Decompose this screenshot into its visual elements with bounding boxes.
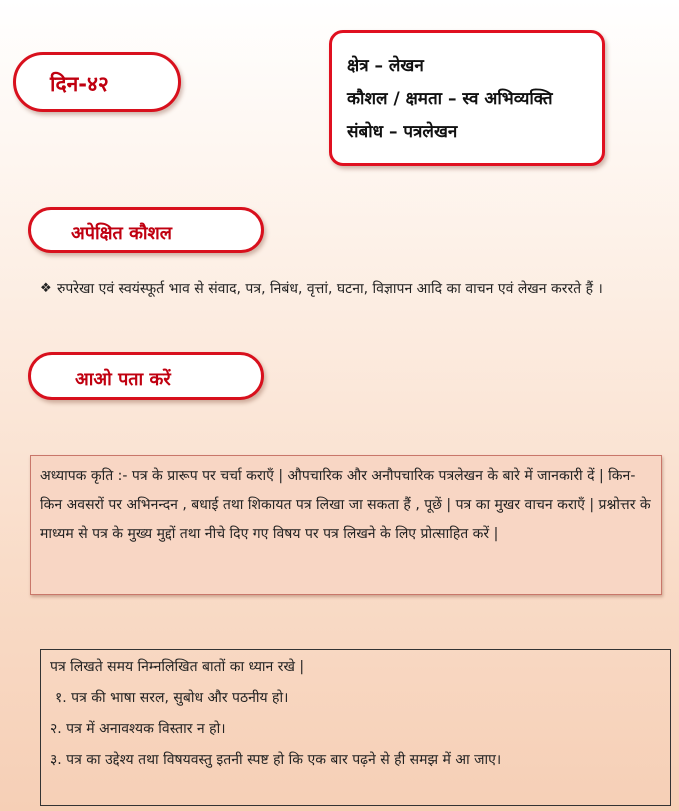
day-label-badge <box>13 52 181 112</box>
expected-skill-text: रुपरेखा एवं स्वयंस्फूर्त भाव से संवाद, पत्र, निबंध, वृत्तां, घटना, विज्ञापन आदि का वाचन एवं लेखन कररते हैं । <box>57 281 603 297</box>
day-label: दिन-४२ <box>50 72 109 96</box>
expected-skill-item <box>40 280 650 298</box>
topic-skill: कौशल / क्षमता – स्व अभिव्यक्ति <box>347 89 553 109</box>
expected-skill-heading: अपेक्षित कौशल <box>71 223 172 244</box>
expected-skill-heading-badge <box>28 207 264 253</box>
diamond-bullet-icon: ❖ <box>40 281 52 296</box>
topic-area: क्षेत्र – लेखन <box>347 56 424 76</box>
notes-item: ३. पत्र का उद्देश्य तथा विषयवस्तु इतनी स्पष्ट हो कि एक बार पढ़ने से ही समझ में आ जाए। <box>50 752 502 768</box>
notes-item: २. पत्र में अनावश्यक विस्तार न हो। <box>50 721 226 737</box>
notes-item: १. पत्र की भाषा सरल, सुबोध और पठनीय हो। <box>55 690 289 706</box>
topic-box <box>329 30 605 166</box>
topic-context: संबोध – पत्रलेखन <box>347 122 458 142</box>
lets-find-out-heading-badge <box>28 352 264 400</box>
lets-find-out-heading: आओ पता करें <box>75 369 171 390</box>
notes-heading: पत्र लिखते समय निम्नलिखित बातों का ध्यान रखे | <box>50 659 305 675</box>
notes-box <box>40 649 671 806</box>
teacher-activity-box <box>30 455 662 595</box>
teacher-activity-text: अध्यापक कृति :- पत्र के प्रारूप पर चर्चा कराएँ | औपचारिक और अनौपचारिक पत्रलेखन के बारे में जानकारी दें | किन-किन अवसरों पर अभिनन्दन , बधाई तथा शिकायत पत्र लिखा जा सकता हैं , पूछें | पत्र का मुखर वाचन कराएँ | प्रश्नोत्तर के माध्यम से पत्र के मुख्य मुद्दों तथा नीचे दिए गए विषय पर पत्र लिखने के लिए प्रोत्साहित करें | <box>40 468 651 542</box>
